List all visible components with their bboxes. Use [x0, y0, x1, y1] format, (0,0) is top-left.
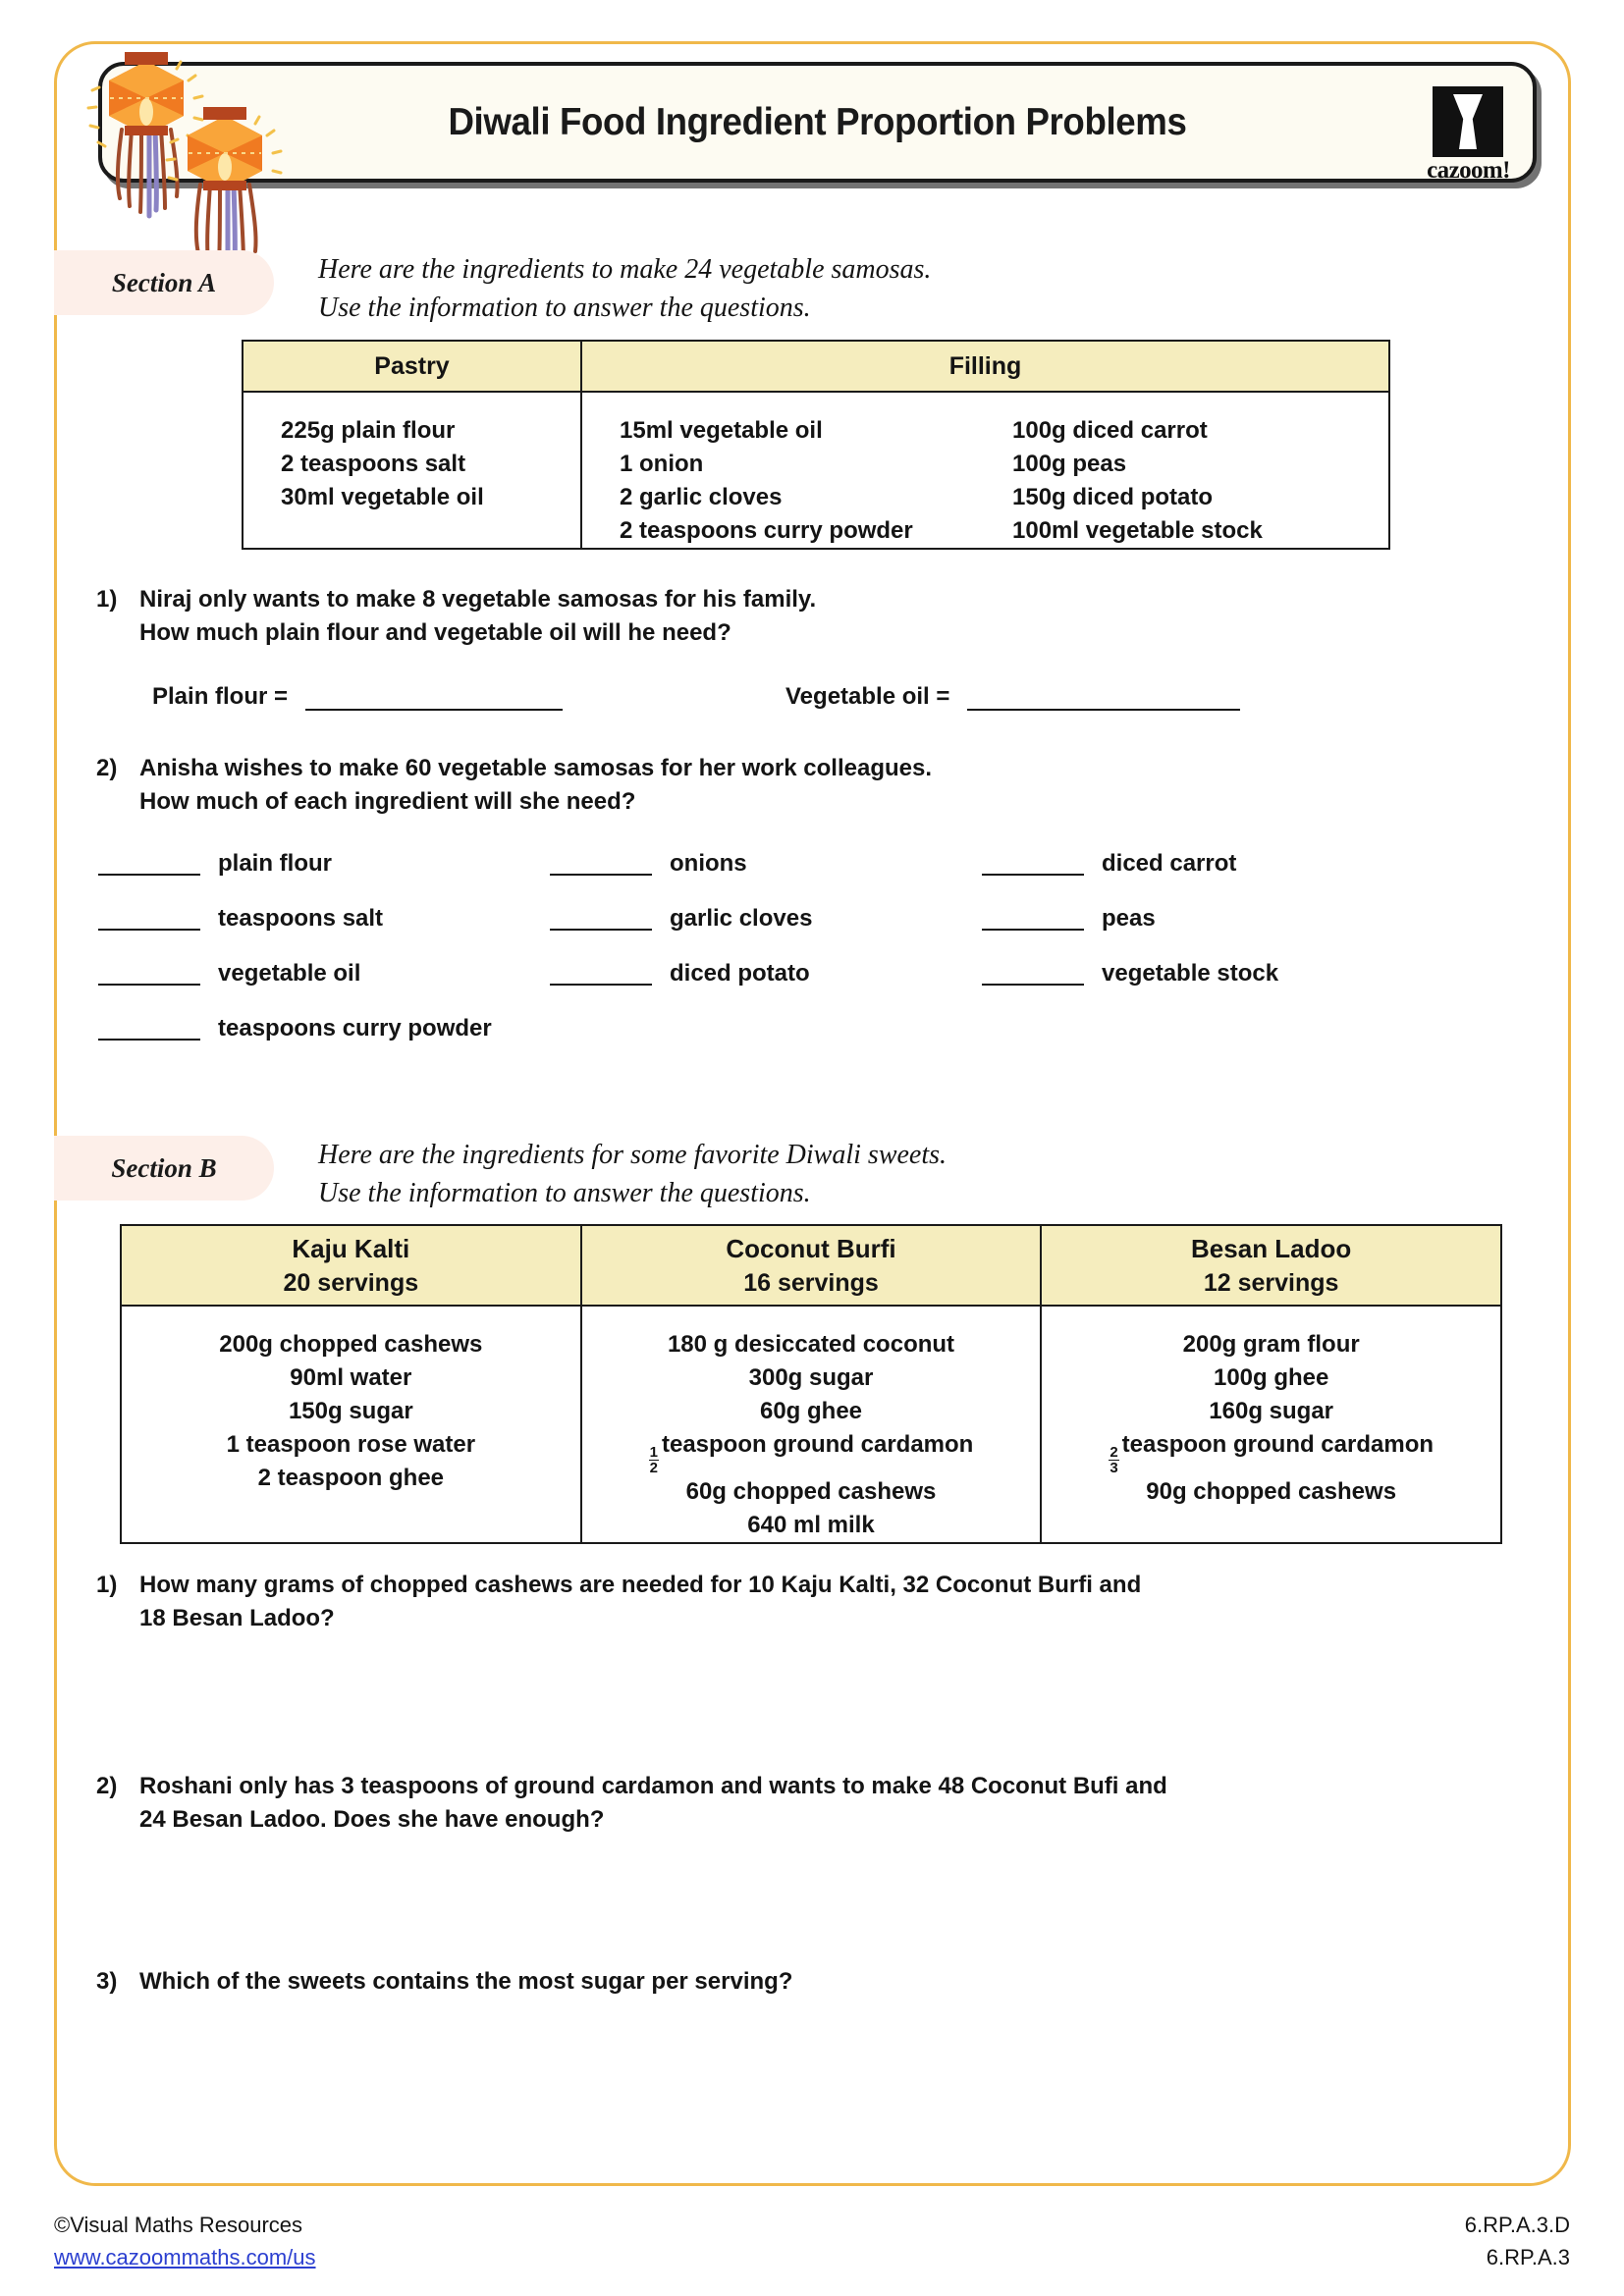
- ingredient-item: 640 ml milk: [747, 1512, 875, 1539]
- ingredient-label: vegetable stock: [1102, 960, 1279, 987]
- section-b-intro-line1: Here are the ingredients for some favorite Diwali sweets.: [318, 1140, 947, 1170]
- ingredient-label: garlic cloves: [670, 905, 813, 932]
- ingredient-answer-blank-item: [550, 962, 810, 986]
- question-line-1: Anisha wishes to make 60 vegetable samosas for her work colleagues.: [139, 755, 932, 781]
- ingredient-answer-blank-item: [98, 1017, 492, 1041]
- column-header-filling: Filling: [581, 341, 1389, 392]
- section-a-question-1: [96, 583, 1412, 650]
- column-header-pastry: Pastry: [243, 341, 581, 392]
- sweet-ingredient-list: [122, 1328, 580, 1495]
- ingredient-item: 60g chopped cashews: [685, 1478, 937, 1506]
- ingredient-item: 160g sugar: [1209, 1398, 1334, 1424]
- filling-cell: [581, 392, 1389, 549]
- ingredient-answer-blank-item: [982, 907, 1156, 931]
- ingredient-item: 1 onion: [620, 451, 704, 477]
- plain-flour-label: Plain flour =: [152, 683, 289, 710]
- website-link[interactable]: www.cazoommaths.com/us: [54, 2245, 316, 2269]
- answer-blank[interactable]: [982, 852, 1084, 876]
- table-body-row: [243, 392, 1389, 549]
- ingredient-answer-blank-item: [982, 962, 1278, 986]
- ingredient-answer-blank-item: [982, 852, 1236, 876]
- ingredient-item: $\frac{2}{3}$ teaspoon ground cardamon: [1110, 1431, 1435, 1477]
- ingredient-label: peas: [1102, 905, 1156, 932]
- ingredient-label: plain flour: [218, 850, 332, 877]
- ingredient-answer-blank-item: [98, 907, 383, 931]
- sweet-servings: 16 servings: [743, 1268, 879, 1297]
- ingredient-item: 180 g desiccated coconut: [667, 1331, 955, 1358]
- ingredient-item: 60g ghee: [759, 1398, 863, 1424]
- section-a-intro-line1: Here are the ingredients to make 24 vegetable samosas.: [318, 254, 932, 285]
- answer-blank[interactable]: [98, 962, 200, 986]
- sweet-column-header: [581, 1225, 1042, 1306]
- ingredient-item: 1 teaspoon rose water: [226, 1431, 476, 1458]
- sweet-name: Besan Ladoo: [1191, 1233, 1352, 1263]
- question-line-2: 24 Besan Ladoo. Does she have enough?: [139, 1806, 605, 1833]
- sweet-column-header: [1041, 1225, 1501, 1306]
- ingredient-label: onions: [670, 850, 747, 877]
- sweet-servings: 12 servings: [1203, 1268, 1339, 1297]
- question-line-1: How many grams of chopped cashews are needed for 10 Kaju Kalti, 32 Coconut Burfi and: [139, 1572, 1142, 1598]
- answer-blank[interactable]: [982, 907, 1084, 931]
- filling-columns: [582, 393, 1388, 548]
- cazoom-cup-glyph: [1453, 94, 1483, 149]
- question-text: [139, 1965, 1490, 1999]
- ingredient-item: 90ml water: [290, 1364, 412, 1391]
- question-text: [139, 583, 1412, 650]
- footer-right: [1465, 2209, 1570, 2273]
- ingredient-item: 15ml vegetable oil: [620, 417, 823, 444]
- ingredient-item: 200g chopped cashews: [219, 1331, 483, 1358]
- ingredient-answer-blank-item: [98, 852, 332, 876]
- question-line-2: How much of each ingredient will she need?: [139, 788, 636, 815]
- question-number: 2): [96, 755, 118, 781]
- sweet-ingredients-cell: [581, 1306, 1042, 1543]
- section-b-intro: [318, 1136, 947, 1212]
- plain-flour-answer-row: [152, 683, 563, 711]
- answer-blank[interactable]: [98, 852, 200, 876]
- question-number: 3): [96, 1968, 118, 1995]
- question-number: 2): [96, 1773, 118, 1799]
- section-b-question-1: [96, 1569, 1490, 1635]
- question-text: [139, 1770, 1490, 1837]
- question-line-1: Niraj only wants to make 8 vegetable samosas for his family.: [139, 586, 817, 613]
- fraction: $\frac{1}{2}$: [649, 1444, 658, 1477]
- ingredient-answer-blank-item: [550, 907, 812, 931]
- question-text: [139, 752, 1412, 819]
- ingredient-item: 100ml vegetable stock: [1012, 517, 1263, 544]
- ingredient-label: teaspoons curry powder: [218, 1015, 492, 1041]
- section-b-intro-line2: Use the information to answer the questions.: [318, 1178, 811, 1208]
- sweet-ingredient-list: [582, 1328, 1041, 1542]
- ingredient-item: 100g diced carrot: [1012, 417, 1208, 444]
- section-b-question-2: [96, 1770, 1490, 1837]
- footer-left: [54, 2209, 316, 2273]
- page-title: Diwali Food Ingredient Proportion Problems: [448, 100, 1187, 143]
- lantern-icon: [86, 39, 293, 275]
- vegetable-oil-label: Vegetable oil =: [785, 683, 950, 710]
- copyright-text: ©Visual Maths Resources: [54, 2213, 303, 2237]
- sweet-ingredients-cell: [121, 1306, 581, 1543]
- vegetable-oil-answer-row: [785, 683, 1240, 711]
- sweet-ingredients-cell: [1041, 1306, 1501, 1543]
- question-line-2: How much plain flour and vegetable oil will he need?: [139, 619, 731, 646]
- ingredient-label: diced carrot: [1102, 850, 1237, 877]
- ingredient-item: 300g sugar: [748, 1364, 874, 1391]
- vegetable-oil-answer-blank[interactable]: [967, 689, 1240, 711]
- question-text: [139, 1569, 1490, 1635]
- answer-blank[interactable]: [982, 962, 1084, 986]
- sweet-ingredient-list: [1042, 1328, 1500, 1509]
- pastry-ingredient-list: [244, 393, 580, 514]
- question-line-1: Roshani only has 3 teaspoons of ground cardamon and wants to make 48 Coconut Bufi and: [139, 1773, 1167, 1799]
- ingredient-label: teaspoons salt: [218, 905, 384, 932]
- section-b-question-3: [96, 1965, 1490, 1999]
- sweet-column-header: [121, 1225, 581, 1306]
- cazoom-logo-icon: [1433, 86, 1503, 157]
- ingredient-item: 150g sugar: [288, 1398, 413, 1424]
- filling-ingredient-list-1: [620, 414, 1012, 548]
- table-body-row: [121, 1306, 1501, 1543]
- ingredient-item: 90g chopped cashews: [1146, 1478, 1397, 1506]
- ingredient-item: 150g diced potato: [1012, 484, 1214, 510]
- sweet-servings: 20 servings: [283, 1268, 419, 1297]
- ingredient-item: 2 teaspoons salt: [281, 451, 466, 477]
- diwali-sweets-table: [120, 1224, 1502, 1544]
- answer-blank[interactable]: [98, 1017, 200, 1041]
- ingredient-item: 2 garlic cloves: [620, 484, 783, 510]
- standard-code-line-2: 6.RP.A.3: [1486, 2245, 1570, 2269]
- ingredient-item: 100g ghee: [1213, 1364, 1329, 1391]
- answer-blank[interactable]: [550, 907, 652, 931]
- sweet-name: Kaju Kalti: [292, 1233, 410, 1263]
- ingredient-item: $\frac{1}{2}$ teaspoon ground cardamon: [649, 1431, 974, 1477]
- sweet-name: Coconut Burfi: [726, 1233, 896, 1263]
- ingredient-item: 2 teaspoons curry powder: [620, 517, 913, 544]
- table-header-row: [243, 341, 1389, 392]
- ingredient-item: 100g peas: [1012, 451, 1127, 477]
- cazoom-wordmark: cazoom!: [1427, 157, 1510, 184]
- question-number: 1): [96, 586, 118, 613]
- diwali-lanterns-decoration: [86, 39, 293, 275]
- table-header-row: [121, 1225, 1501, 1306]
- section-a-question-2: [96, 752, 1412, 819]
- samosa-ingredients-table: [242, 340, 1390, 550]
- section-a-intro-line2: Use the information to answer the questions.: [318, 293, 811, 323]
- question-line-1: Which of the sweets contains the most sugar per serving?: [139, 1968, 793, 1995]
- ingredient-item: 225g plain flour: [281, 417, 456, 444]
- ingredient-label: diced potato: [670, 960, 810, 987]
- fraction: $\frac{2}{3}$: [1110, 1444, 1118, 1477]
- answer-blank[interactable]: [550, 852, 652, 876]
- section-b-tag: Section B: [54, 1136, 274, 1201]
- section-a-tag: Section A: [54, 250, 274, 315]
- ingredient-answer-blank-item: [550, 852, 747, 876]
- answer-blank[interactable]: [98, 907, 200, 931]
- answer-blank[interactable]: [550, 962, 652, 986]
- pastry-cell: [243, 392, 581, 549]
- ingredient-item: 2 teaspoon ghee: [257, 1465, 445, 1491]
- question-number: 1): [96, 1572, 118, 1598]
- filling-ingredient-list-2: [1012, 414, 1263, 548]
- question-line-2: 18 Besan Ladoo?: [139, 1605, 335, 1631]
- standard-code-line-1: 6.RP.A.3.D: [1464, 2213, 1570, 2237]
- ingredient-item: 30ml vegetable oil: [281, 484, 484, 510]
- ingredient-answer-blank-item: [98, 962, 360, 986]
- ingredient-item: 200g gram flour: [1182, 1331, 1360, 1358]
- plain-flour-answer-blank[interactable]: [305, 689, 563, 711]
- section-a-intro: [318, 250, 931, 327]
- ingredient-label: vegetable oil: [218, 960, 361, 987]
